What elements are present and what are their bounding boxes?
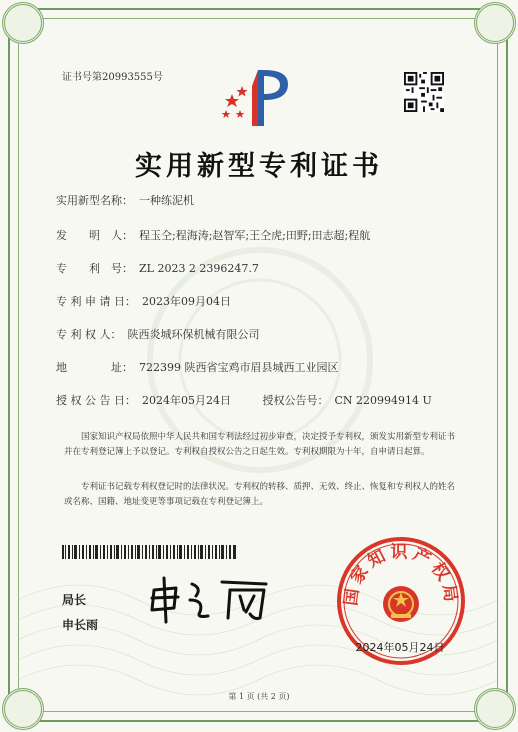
- signatory-name: 申长雨: [62, 618, 99, 632]
- announcement-label: 授权公告号：: [262, 394, 329, 407]
- field-value: ZL 2023 2 2396247.7: [139, 262, 259, 275]
- certificate-title: 实用新型专利证书: [135, 151, 383, 182]
- announcement-number: CN 220994914 U: [334, 394, 432, 407]
- field-row: [56, 227, 370, 243]
- field-label: 实用新型名称：: [56, 194, 133, 207]
- corner-ornament: [474, 2, 516, 44]
- seal-text: 国家知识产权局: [341, 542, 461, 607]
- handwritten-signature-icon: [146, 574, 272, 626]
- signatory-title: 局长: [62, 593, 87, 607]
- barcode-icon: [62, 545, 236, 559]
- field-label: 专 利 申 请 日：: [56, 295, 136, 308]
- certificate-number: 证书号第20993555号: [62, 72, 163, 83]
- page-number: 第 1 页 (共 2 页): [228, 692, 290, 701]
- field-row: [56, 293, 231, 309]
- field-row: [56, 326, 260, 342]
- seal-date: 2024年05月24日: [355, 641, 445, 654]
- field-value: 722399 陕西省宝鸡市眉县城西工业园区: [139, 361, 339, 374]
- field-value: 程玉仝;程海涛;赵智军;王仝虎;田野;田志超;程航: [139, 229, 371, 242]
- field-row: [56, 192, 194, 208]
- corner-ornament: [2, 2, 44, 44]
- field-label: 专 利 权 人：: [56, 328, 122, 341]
- notice-paragraph: 国家知识产权局依照中华人民共和国专利法经过初步审查，决定授予专利权，颁发实用新型专利证书并在专利登记簿上予以登记。专利权自授权公告之日起生效。专利权期限为十年，自申请日起算。: [64, 432, 456, 457]
- cnipa-logo-icon: [218, 66, 300, 128]
- field-value: 2024年05月24日: [142, 394, 231, 407]
- qr-code-icon: [404, 72, 444, 112]
- field-label: 专 利 号：: [56, 262, 133, 275]
- field-value: 2023年09月04日: [142, 295, 231, 308]
- notice-paragraph: 专利证书记载专利权登记时的法律状况。专利权的转移、质押、无效、终止、恢复和专利权人的姓名或名称、国籍、地址变更等事项记载在专利登记簿上。: [64, 482, 456, 507]
- field-label: 发 明 人：: [56, 229, 133, 242]
- field-value: 一种练泥机: [139, 194, 194, 207]
- field-value: 陕西炎城环保机械有限公司: [127, 328, 260, 341]
- field-label: 授 权 公 告 日：: [56, 394, 136, 407]
- field-row: [56, 359, 339, 375]
- field-label: 地 址：: [56, 361, 133, 374]
- field-row: [56, 260, 259, 276]
- field-row: [56, 392, 432, 408]
